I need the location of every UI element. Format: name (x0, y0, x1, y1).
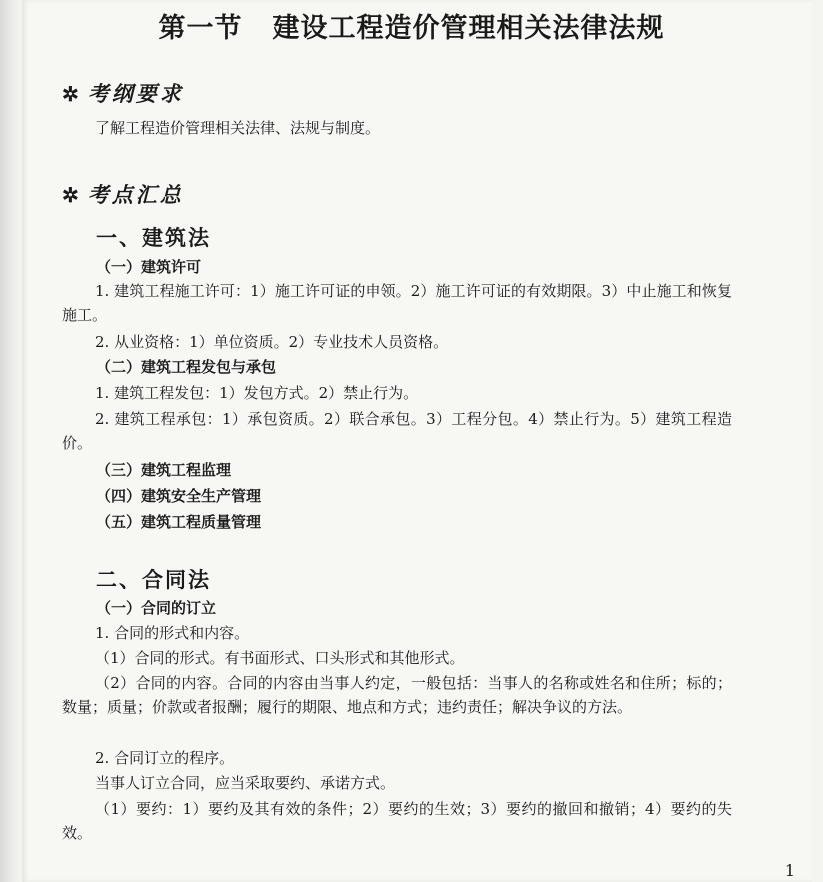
heading-construction-law: 一、建筑法 (96, 226, 211, 250)
paragraph: 2. 从业资格：1）单位资质。2）专业技术人员资格。 (95, 333, 449, 351)
paragraph: 1. 建筑工程施工许可：1）施工许可证的申领。2）施工许可证的有效期限。3）中止施工和恢复施工。 (62, 282, 732, 324)
paragraph: 2. 建筑工程承包：1）承包资质。2）联合承包。3）工程分包。4）禁止行为。5）建筑工程造价。 (62, 410, 732, 452)
title-section-number: 第一节 (158, 13, 243, 44)
subheading-contract-formation: （一）合同的订立 (96, 599, 217, 617)
section-heading-key-points (62, 179, 184, 209)
page-title (0, 6, 823, 45)
title-text: 建设工程造价管理相关法律法规 (272, 13, 665, 44)
requirement-text: 了解工程造价管理相关法律、法规与制度。 (95, 119, 381, 137)
subheading-contracting: （二）建筑工程发包与承包 (96, 358, 277, 376)
paragraph: 2. 合同订立的程序。 (95, 749, 235, 767)
subheading-safety: （四）建筑安全生产管理 (96, 487, 262, 505)
section-heading-exam-requirements (62, 78, 184, 108)
paragraph: （2）合同的内容。合同的内容由当事人约定，一般包括：当事人的名称或姓名和住所；标的；数量；质量；价款或者报酬；履行的期限、地点和方式；违约责任；解决争议的方法。 (62, 674, 732, 716)
paragraph: （1）合同的形式。有书面形式、口头形式和其他形式。 (95, 649, 465, 667)
subheading-supervision: （三）建筑工程监理 (96, 461, 232, 479)
paragraph: 1. 合同的形式和内容。 (95, 624, 250, 642)
section-heading-text: 考点汇总 (87, 182, 184, 207)
subheading-quality: （五）建筑工程质量管理 (96, 513, 262, 531)
heading-contract-law: 二、合同法 (96, 568, 211, 592)
paragraph: 当事人订立合同，应当采取要约、承诺方式。 (95, 774, 396, 792)
asterisk-flower-icon: ✲ (62, 183, 82, 207)
book-spine-shadow (0, 0, 22, 882)
subheading-construction-permit: （一）建筑许可 (96, 258, 202, 276)
page-number: 1 (784, 861, 795, 880)
paragraph: 1. 建筑工程发包：1）发包方式。2）禁止行为。 (95, 384, 419, 402)
section-heading-text: 考纲要求 (87, 81, 184, 106)
asterisk-flower-icon: ✲ (62, 82, 82, 106)
paragraph: （1）要约：1）要约及其有效的条件；2）要约的生效；3）要约的撤回和撤销；4）要约的失效。 (62, 800, 732, 842)
